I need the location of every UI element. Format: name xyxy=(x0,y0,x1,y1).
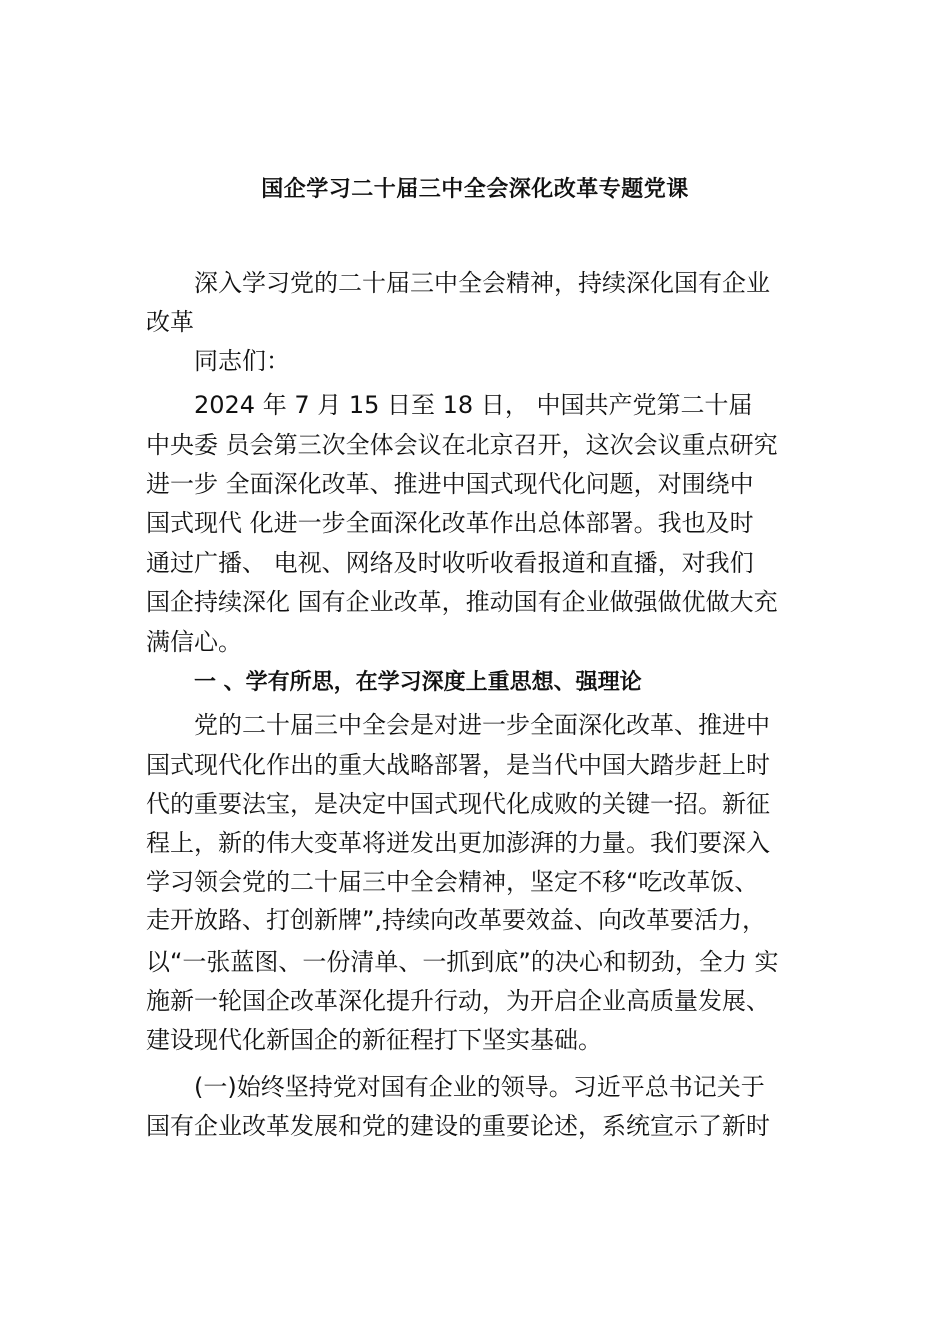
paragraph-1-line-7: 满信心。 xyxy=(146,628,242,656)
paragraph-1-line-5: 通过广播、 电视、网络及时收听收看报道和直播，对我们 xyxy=(146,549,754,577)
section-heading-1: 一 、学有所思，在学习深度上重思想、强理论 xyxy=(194,670,642,695)
paragraph-2-line-3: 代的重要法宝，是决定中国式现代化成败的关键一招。新征 xyxy=(146,790,770,818)
paragraph-1-line-2: 中央委 员会第三次全体会议在北京召开，这次会议重点研究 xyxy=(146,431,778,459)
subtitle-line-1: 深入学习党的二十届三中全会精神，持续深化国有企业 xyxy=(194,269,770,297)
paragraph-2-line-7: 以“一张蓝图、一份清单、一抓到底”的决心和韧劲，全力 实 xyxy=(146,948,779,976)
salutation: 同志们： xyxy=(194,347,290,375)
paragraph-2-line-9: 建设现代化新国企的新征程打下坚实基础。 xyxy=(146,1026,602,1054)
paragraph-2-line-1: 党的二十届三中全会是对进一步全面深化改革、推进中 xyxy=(194,711,770,739)
paragraph-2-line-4: 程上，新的伟大变革将迸发出更加澎湃的力量。我们要深入 xyxy=(146,829,770,857)
document-title: 国企学习二十届三中全会深化改革专题党课 xyxy=(261,177,689,202)
paragraph-1-line-3: 进一步 全面深化改革、推进中国式现代化问题，对围绕中 xyxy=(146,470,754,498)
paragraph-2-line-2: 国式现代化作出的重大战略部署，是当代中国大踏步赶上时 xyxy=(146,751,770,779)
paragraph-1-line-6: 国企持续深化 国有企业改革，推动国有企业做强做优做大充 xyxy=(146,588,778,616)
paragraph-1-line-4: 国式现代 化进一步全面深化改革作出总体部署。我也及时 xyxy=(146,509,754,537)
paragraph-2-line-5: 学习领会党的二十届三中全会精神，坚定不移“吃改革饭、 xyxy=(146,868,759,896)
subtitle-line-2: 改革 xyxy=(146,308,194,336)
paragraph-2-line-8: 施新一轮国企改革深化提升行动，为开启企业高质量发展、 xyxy=(146,987,770,1015)
paragraph-1-line-1: 2024 年 7 月 15 日至 18 日， 中国共产党第二十届 xyxy=(194,391,753,419)
paragraph-2-line-6: 走开放路、打创新牌”,持续向改革要效益、向改革要活力， xyxy=(146,906,767,934)
paragraph-3-line-2: 国有企业改革发展和党的建设的重要论述，系统宣示了新时 xyxy=(146,1112,770,1140)
paragraph-3-line-1: (一)始终坚持党对国有企业的领导。习近平总书记关于 xyxy=(194,1073,765,1101)
